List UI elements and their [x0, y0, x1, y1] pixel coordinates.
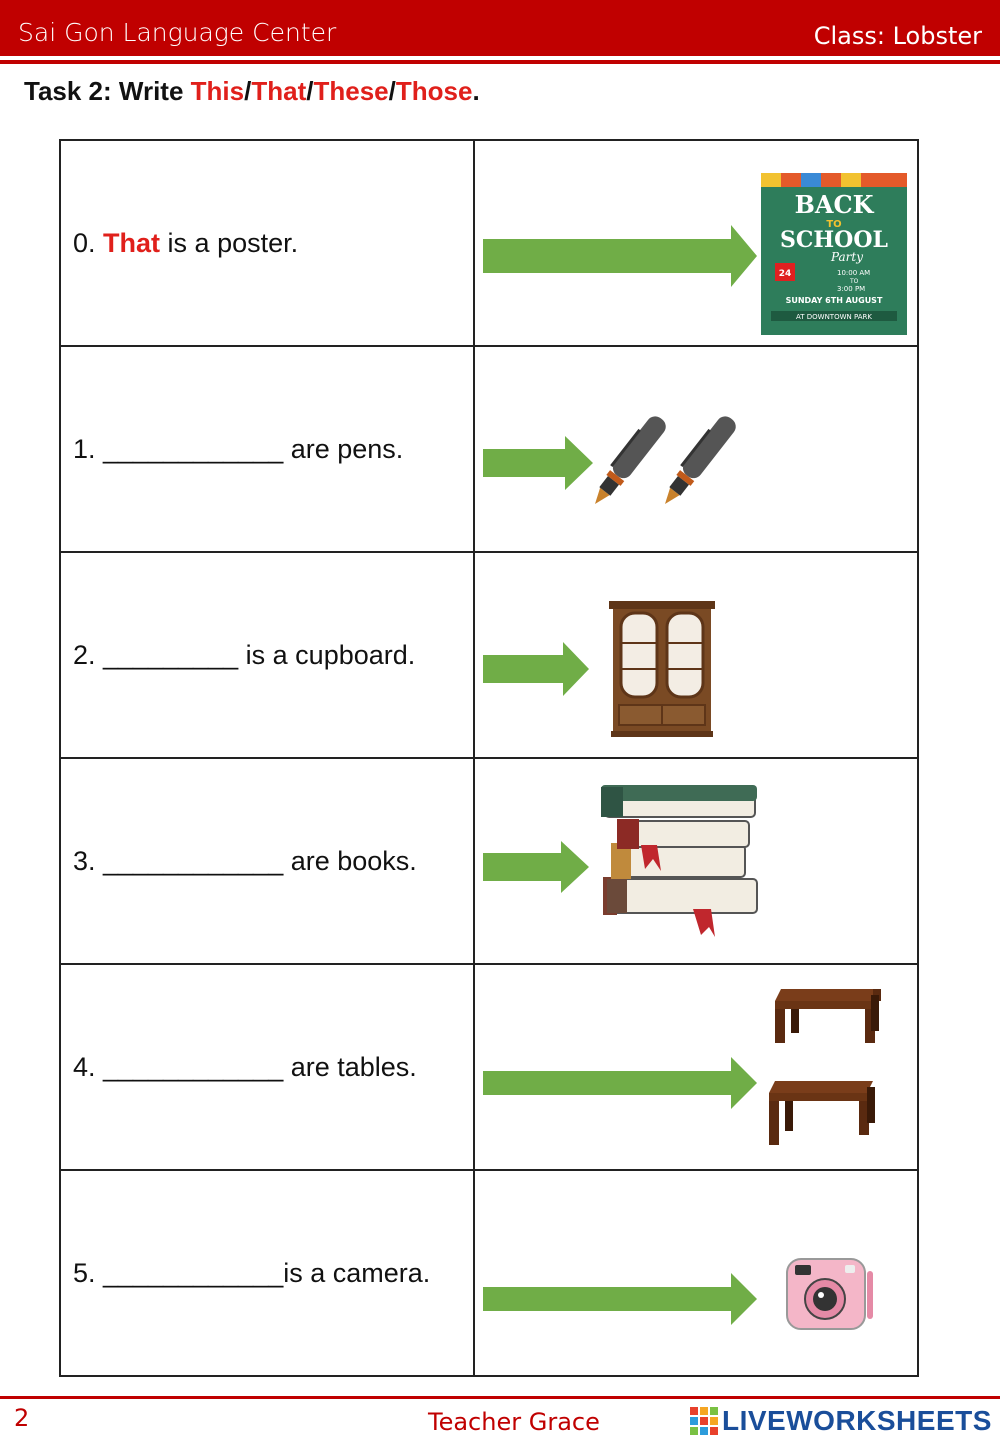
- liveworksheets-logo[interactable]: [690, 1404, 992, 1438]
- item-number: 0.: [73, 227, 96, 258]
- pens-icon: [586, 412, 740, 511]
- svg-text:TO: TO: [826, 219, 842, 230]
- table-row: [60, 346, 918, 552]
- table-row: [60, 140, 918, 346]
- arrow-right-icon: [483, 225, 757, 287]
- poster-picture: [475, 141, 917, 345]
- table-row: [60, 552, 918, 758]
- word-this: This: [190, 76, 245, 106]
- svg-text:TO: TO: [850, 278, 859, 285]
- word-that: That: [251, 76, 307, 106]
- svg-text:Party: Party: [830, 250, 864, 264]
- brand-text: LIVEWORKSHEETS: [722, 1405, 992, 1436]
- task-title: [24, 76, 480, 107]
- picture-cell: [474, 758, 918, 964]
- cupboard-icon: [609, 601, 715, 737]
- arrow-right-icon: [483, 642, 589, 696]
- books-icon: [601, 785, 757, 937]
- slash: /: [306, 76, 314, 106]
- table-row: [60, 964, 918, 1170]
- sentence-text: 5. ____________is a camera.: [73, 1257, 431, 1288]
- example-answer: That: [103, 227, 161, 258]
- svg-text:10:00 AM: 10:00 AM: [837, 269, 871, 277]
- sentence-text: 3. ____________ are books.: [73, 845, 417, 876]
- picture-cell: [474, 964, 918, 1170]
- sentence-text: 4. ____________ are tables.: [73, 1051, 417, 1082]
- pens-picture: [475, 347, 917, 551]
- task-period: .: [472, 76, 480, 106]
- cupboard-picture: [475, 553, 917, 757]
- tables-picture: [475, 965, 917, 1169]
- worksheet-table: [59, 139, 919, 1377]
- page-number: 2: [14, 1404, 30, 1432]
- svg-text:SUNDAY 6TH AUGUST: SUNDAY 6TH AUGUST: [785, 296, 883, 305]
- sentence-cell: [60, 552, 474, 758]
- svg-text:AT DOWNTOWN PARK: AT DOWNTOWN PARK: [796, 313, 872, 321]
- tables-icon: [769, 989, 881, 1145]
- table-row: [60, 1170, 918, 1376]
- sentence-text: 2. _________ is a cupboard.: [73, 639, 416, 670]
- svg-text:24: 24: [778, 269, 792, 279]
- svg-text:3:00 PM: 3:00 PM: [837, 285, 866, 293]
- arrow-right-icon: [483, 1273, 757, 1325]
- sentence-cell: [60, 758, 474, 964]
- table-row: [60, 758, 918, 964]
- arrow-right-icon: [483, 841, 589, 893]
- picture-cell: [474, 1170, 918, 1376]
- logo-grid-icon: [690, 1407, 718, 1435]
- word-these: These: [313, 76, 389, 106]
- sentence-text: 1. ____________ are pens.: [73, 433, 404, 464]
- arrow-right-icon: [483, 436, 593, 490]
- sentence-text: is a poster.: [160, 227, 299, 258]
- slash: /: [244, 76, 252, 106]
- sentence-cell: [60, 140, 474, 346]
- slash: /: [388, 76, 396, 106]
- footer-divider: [0, 1396, 1000, 1399]
- svg-text:SCHOOL: SCHOOL: [780, 227, 888, 253]
- class-label: Class: Lobster: [813, 22, 982, 50]
- sentence-cell: [60, 346, 474, 552]
- picture-cell: [474, 552, 918, 758]
- task-prefix: Task 2: Write: [24, 76, 191, 106]
- camera-icon: [787, 1259, 873, 1329]
- sentence-cell: [60, 1170, 474, 1376]
- teacher-name: Teacher Grace: [428, 1408, 600, 1436]
- poster-icon: [761, 173, 907, 335]
- picture-cell: [474, 140, 918, 346]
- camera-picture: [475, 1171, 917, 1375]
- books-picture: [475, 759, 917, 963]
- picture-cell: [474, 346, 918, 552]
- svg-text:BACK: BACK: [794, 190, 874, 219]
- school-name: Sai Gon Language Center: [18, 18, 337, 47]
- arrow-right-icon: [483, 1057, 757, 1109]
- sentence-cell: [60, 964, 474, 1170]
- word-those: Those: [395, 76, 473, 106]
- header-divider: [0, 60, 1000, 64]
